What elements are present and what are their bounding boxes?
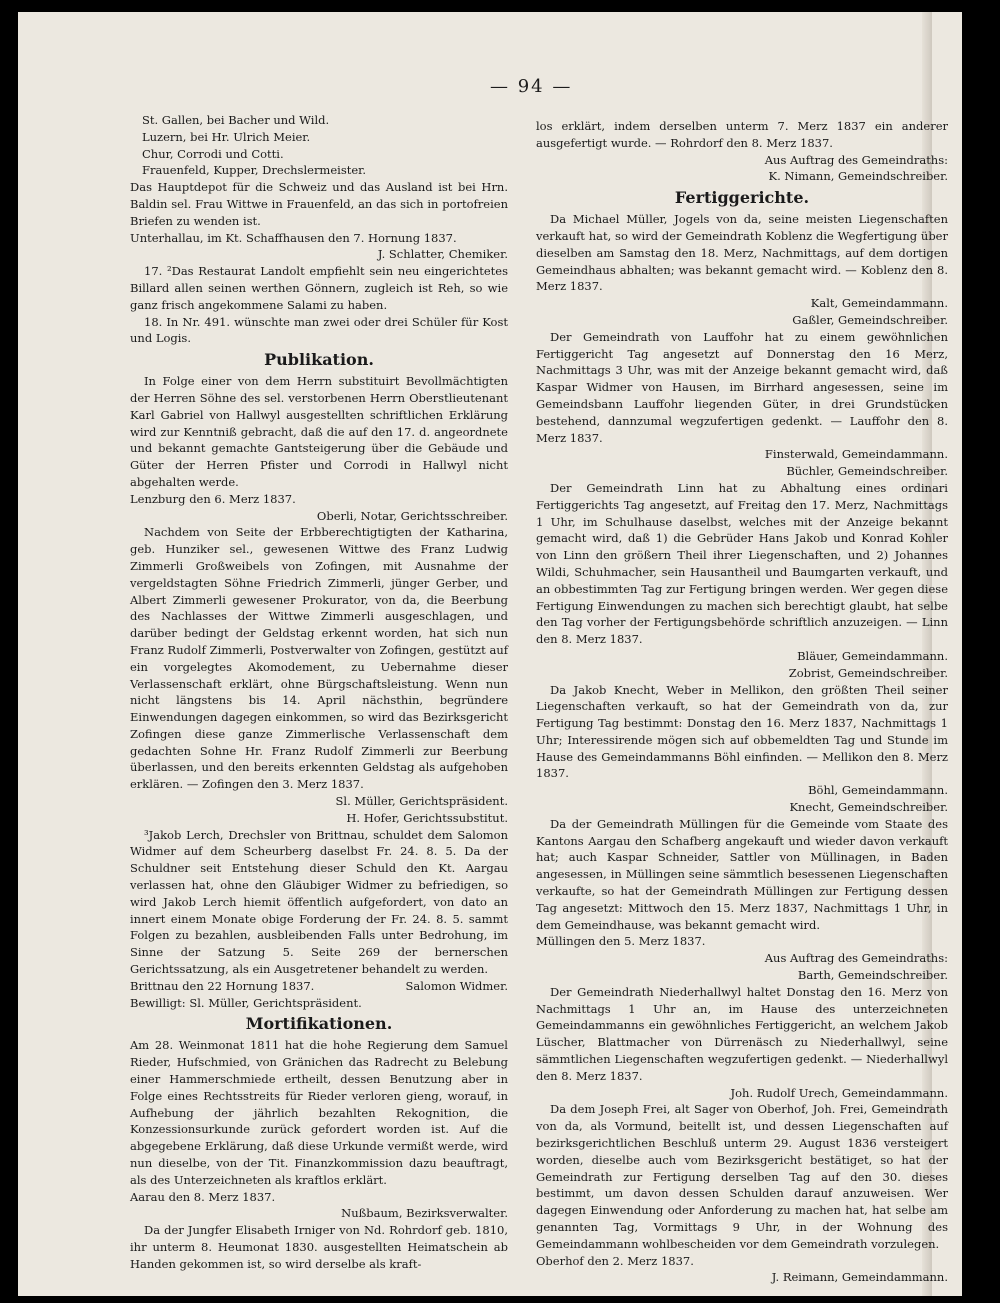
left-column (130, 112, 508, 1273)
depot-notice: Das Hauptdepot für die Schweiz und das Ausland ist bei Hrn. Baldin sel. Frau Wittwe in Frauenfeld, an das sich in portofreien Briefen zu wenden ist. (130, 180, 508, 228)
lerch-signature: Salomon Widmer. (405, 978, 508, 993)
page-number: — 94 — (490, 76, 573, 97)
continued-signature-2: K. Nimann, Gemeindschreiber. (768, 169, 948, 184)
notice-18: 18. In Nr. 491. wünschte man zwei oder drei Schüler für Kost und Logis. (130, 314, 508, 346)
frei-notice: Da dem Joseph Frei, alt Sager von Oberhof, Joh. Frei, Gemeindrath von da, als Vormund, beitellt ist, und dessen Liegenschaften auf bezirksgerichtlichen Beschluß unterm 29. August 1836 versteigert worden, dieselbe auch vom Bezirksgericht bestätiget, so hat der Gemeindrath zur Fertigung derselben Tag auf den 30. dieses bestimmt, um davon dessen Schulden darauf anzuweisen. Wer dagegen Einwendung oder Anforderung zu machen hat, hat selbe am genannten Tag, Vormittags 9 Uhr, in der Wohnung des Gemeindammann wohlbescheiden vor dem Gemeindrath vorzulegen. (536, 1102, 948, 1251)
lerch-date: Brittnau den 22 Hornung 1837. (130, 978, 315, 993)
frei-date: Oberhof den 2. Merz 1837. (536, 1253, 694, 1268)
lauffohr-notice: Der Gemeindrath von Lauffohr hat zu einem gewöhnlichen Fertiggericht Tag angesetzt auf Donnerstag den 16 Merz, Nachmittags 3 Uhr, was mit der Anzeige bekannt gemacht wird, daß Kaspar Widmer von Hausen, im Birrhard angesessen, seine im Gemeindsbann Lauffohr liegenden Güter, in drei Grundstücken bestehend, dannzumal wegzufertigen gedenkt. — Lauffohr den 8. Merz 1837. (536, 329, 948, 445)
continued-signature-1: Aus Auftrag des Gemeindraths: (764, 152, 948, 167)
niederhallwyl-signature: Joh. Rudolf Urech, Gemeindammann. (730, 1085, 948, 1100)
publikation-signature: Oberli, Notar, Gerichtsschreiber. (316, 508, 508, 523)
lauffohr-signature-2: Büchler, Gemeindschreiber. (786, 464, 948, 479)
mortifikation-text: Am 28. Weinmonat 1811 hat die hohe Regierung dem Samuel Rieder, Hufschmied, von Gränichen das Radrecht zu Belebung einer Hammerschmiede ertheilt, dessen Benutzung aber in Folge eines Rechtsstreits für Rieder verloren gieng, worauf, in Aufhebung der jährlich bezahlten Rekognition, die Konzessionsurkunde zurück gefordert worden ist. Auf die abgegebene Erklärung, daß diese Urkunde vermißt werde, wird nun dieselbe, von der Tit. Finanzkommission dazu beauftragt, als des Unterzeichneten als kraftlos erklärt. (130, 1038, 508, 1187)
location-line: Chur, Corrodi und Cotti. (142, 146, 284, 161)
depot-signature: J. Schlatter, Chemiker. (377, 247, 508, 262)
knecht-signature-1: Böhl, Gemeindammann. (808, 783, 948, 798)
zimmerli-notice: Nachdem von Seite der Erbberechtigtigten der Katharina, geb. Hunziker sel., gewesenen Wittwe des Franz Ludwig Zimmerli Großweibels von Zofingen, mit Ausnahme der vergeldstagten Söhne Friedrich Zimmerli, jünger Gerber, und Albert Zimmerli gewesener Prokurator, von da, die Beerbung des Nachlasses der Wittwe Zimmerli ausgeschlagen, und darüber bedingt der Geldstag erkennt worden, hat sich nun Franz Rudolf Zimmerli, Postverwalter von Zofingen, gestützt auf ein vorgelegtes Akomodement, zu Uebernahme dieser Verlassenschaft erklärt, ohne Bürgschaftsleistung. Wenn nun nicht längstens bis 14. April nächsthin, begründere Einwendungen dagegen einkommen, so wird das Bezirksgericht Zofingen diese ganze Zimmerlische Verlassenschaft dem gedachten Sohne Hr. Franz Rudolf Zimmerli zur Beerbung überlassen, und den bereits erkennten Geldstag als aufgehoben erklären. — Zofingen den 3. Merz 1837. (130, 525, 508, 792)
publikation-text: In Folge einer von dem Herrn substituirt Bevollmächtigten der Herren Söhne des sel. verstorbenen Herrn Oberstlieutenant Karl Gabriel von Hallwyl ausgestellten schriftlichen Erklärung wird zur Kenntniß gebracht, daß die auf den 17. d. angeordnete und bekannt gemachte Gantsteigerung über die Gebäude und Güter der Herren Pfister und Corrodi in Hallwyl nicht abgehalten werde. (130, 374, 508, 489)
mullingen-signature-1: Aus Auftrag des Gemeindraths: (764, 951, 948, 966)
frei-signature: J. Reimann, Gemeindammann. (771, 1270, 948, 1285)
location-line: St. Gallen, bei Bacher und Wild. (142, 113, 330, 127)
muller-notice: Da Michael Müller, Jogels von da, seine meisten Liegenschaften verkauft hat, so wird der Gemeindrath Koblenz die Wegfertigung über dieselben am Samstag den 18. Merz, Nachmittags, auf dem dortigen Gemeindhaus abhalten; was bekannt gemacht wird. — Koblenz den 8. Merz 1837. (536, 212, 948, 294)
lauffohr-signature-1: Finsterwald, Gemeindammann. (764, 447, 948, 462)
muller-signature-2: Gaßler, Gemeindschreiber. (792, 312, 948, 327)
mortifikation-signature: Nußbaum, Bezirksverwalter. (341, 1206, 508, 1221)
linn-notice: Der Gemeindrath Linn hat zu Abhaltung eines ordinari Fertiggerichts Tag angesetzt, auf Freitag den 17. Merz, Nachmittags 1 Uhr, im Schulhause daselbst, welches mit der Anzeige bekannt gemacht wird, daß 1) die Gebrüder Hans Jakob und Konrad Kohler von Linn den größern Theil ihrer Liegenschaften, und 2) Johannes Wildi, Schuhmacher, sein Hausantheil und Baumgarten verkauft, und an obbestimmten Tag zur Fertigung bringen werden. Wer gegen diese Fertigung Einwendungen zu machen sich berechtigt glaubt, hat selbe den Tag vorher der Fertigungsbehörde schriftlich anzuzeigen. — Linn den 8. Merz 1837. (536, 480, 948, 647)
lerch-date-line (130, 978, 508, 995)
muller-signature-1: Kalt, Gemeindammann. (810, 296, 948, 311)
mullingen-signature-2: Barth, Gemeindschreiber. (797, 968, 948, 983)
mullingen-date: Müllingen den 5. Merz 1837. (536, 934, 706, 949)
fertiggerichte-heading: Fertiggerichte. (674, 188, 810, 208)
lerch-notice: ³Jakob Lerch, Drechsler von Brittnau, schuldet dem Salomon Widmer auf dem Scheurberg daselbst Fr. 24. 8. 5. Da der Schuldner seit Entstehung dieser Schuld den Kt. Aargau verlassen hat, ohne den Gläubiger Widmer zu befriedigen, so wird Jakob Lerch hiemit öffentlich aufgefordert, von dato an innert einem Monate obige Forderung der Fr. 24. 8. 5. sammt Folgen zu bezahlen, ausbleibenden Falls unter Bedrohung, im Sinne der Satzung 5. Seite 269 der bernerschen Gerichtssatzung, als ein Ausgetretener behandelt zu werden. (130, 827, 508, 977)
depot-date: Unterhallau, im Kt. Schaffhausen den 7. Hornung 1837. (130, 230, 457, 245)
mortifikationen-heading: Mortifikationen. (245, 1014, 393, 1034)
lerch-approval: Bewilligt: Sl. Müller, Gerichtspräsident. (130, 995, 362, 1010)
newspaper-page (18, 12, 962, 1296)
publikation-heading: Publikation. (264, 350, 374, 370)
right-column (536, 118, 948, 1286)
mortifikation-date: Aarau den 8. Merz 1837. (130, 1189, 276, 1204)
knecht-notice: Da Jakob Knecht, Weber in Mellikon, den größten Theil seiner Liegenschaften verkauft, so hat der Gemeindrath von da, zur Fertigung Tag bestimmt: Donstag den 16. Merz 1837, Nachmittags 1 Uhr; Interessirende mögen sich auf obbemeldten Tag und Stunde im Hause des Gemeindammanns Böhl einfinden. — Mellikon den 8. Merz 1837. (536, 682, 948, 781)
linn-signature-2: Zobrist, Gemeindschreiber. (788, 665, 948, 680)
zimmerli-signature-1: Sl. Müller, Gerichtspräsident. (335, 794, 508, 809)
knecht-signature-2: Knecht, Gemeindschreiber. (789, 800, 948, 815)
location-line: Luzern, bei Hr. Ulrich Meier. (142, 129, 311, 144)
niederhallwyl-notice: Der Gemeindrath Niederhallwyl haltet Donstag den 16. Merz von Nachmittags 1 Uhr an, im Hause des unterzeichneten Gemeindammanns ein gewöhnliches Fertiggericht, an welchem Jakob Lüscher, Blattmacher von Dürrenäsch zu Niederhallwyl, seine sämmtlichen Liegenschaften wegzufertigen gedenkt. — Niederhallwyl den 8. Merz 1837. (536, 984, 948, 1083)
zimmerli-signature-2: H. Hofer, Gerichtssubstitut. (346, 810, 508, 825)
linn-signature-1: Bläuer, Gemeindammann. (797, 648, 948, 663)
mullingen-notice: Da der Gemeindrath Müllingen für die Gemeinde vom Staate des Kantons Aargau den Schafberg angekauft und wieder davon verkauft hat; auch Kaspar Schneider, Sattler von Müllinagen, in Baden angesessen, in Müllingen seine sämmtlich besessenen Liegenschaften verkaufte, so hat der Gemeindrath Müllingen zur Fertigung dessen Tag angesetzt: Mittwoch den 15. Merz 1837, Nachmittags 1 Uhr, in dem Gemeindhause, was bekannt gemacht wird. (536, 816, 948, 932)
publikation-date: Lenzburg den 6. Merz 1837. (130, 491, 296, 506)
irniger-notice: Da der Jungfer Elisabeth Irniger von Nd. Rohrdorf geb. 1810, ihr unterm 8. Heumonat 1830. ausgestellten Heimatschein ab Handen gekommen ist, so wird derselbe als kraft- (130, 1223, 508, 1271)
location-line: Frauenfeld, Kupper, Drechslermeister. (142, 163, 367, 178)
notice-17: 17. ²Das Restaurat Landolt empfiehlt sein neu eingerichtetes Billard allen seinen werthen Gönnern, zugleich ist Reh, so wie ganz frisch angekommene Salami zu haben. (130, 264, 508, 312)
continued-notice: los erklärt, indem derselben unterm 7. Merz 1837 ein anderer ausgefertigt wurde. — Rohrdorf den 8. Merz 1837. (536, 119, 948, 150)
